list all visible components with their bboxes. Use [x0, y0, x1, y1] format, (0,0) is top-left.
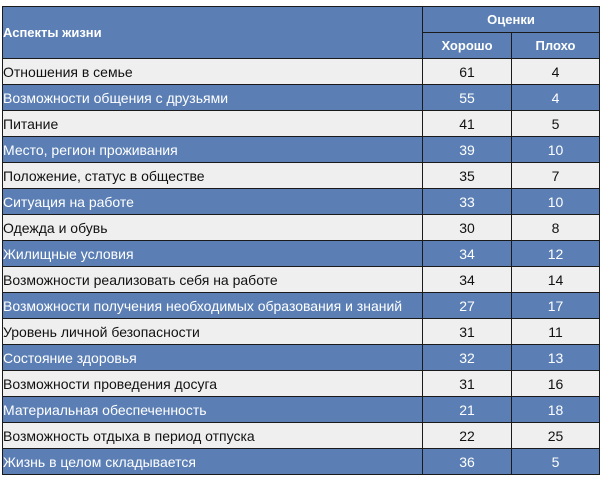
good-value-cell: 32: [423, 345, 512, 371]
aspect-cell: Жизнь в целом складывается: [3, 449, 423, 475]
table-row: [3, 111, 600, 137]
header-row-top: [3, 7, 600, 33]
bad-value-cell: 10: [512, 189, 600, 215]
bad-value-cell: 4: [512, 59, 600, 85]
good-value-cell: 35: [423, 163, 512, 189]
table-body: [3, 59, 600, 475]
table-row: [3, 293, 600, 319]
bad-value-cell: 16: [512, 371, 600, 397]
good-value-cell: 55: [423, 85, 512, 111]
good-column-header: Хорошо: [423, 33, 512, 59]
bad-value-cell: 17: [512, 293, 600, 319]
bad-value-cell: 12: [512, 241, 600, 267]
aspect-cell: Возможности получения необходимых образования и знаний: [3, 293, 423, 319]
bad-value-cell: 14: [512, 267, 600, 293]
table-row: [3, 163, 600, 189]
table-row: [3, 345, 600, 371]
aspect-cell: Отношения в семье: [3, 59, 423, 85]
aspect-cell: Одежда и обувь: [3, 215, 423, 241]
good-value-cell: 31: [423, 319, 512, 345]
bad-value-cell: 25: [512, 423, 600, 449]
aspect-cell: Питание: [3, 111, 423, 137]
good-value-cell: 31: [423, 371, 512, 397]
aspect-cell: Состояние здоровья: [3, 345, 423, 371]
aspect-cell: Материальная обеспеченность: [3, 397, 423, 423]
bad-value-cell: 18: [512, 397, 600, 423]
table-row: [3, 215, 600, 241]
good-value-cell: 27: [423, 293, 512, 319]
aspect-cell: Положение, статус в обществе: [3, 163, 423, 189]
bad-value-cell: 5: [512, 449, 600, 475]
table-row: [3, 85, 600, 111]
bad-value-cell: 4: [512, 85, 600, 111]
bad-column-header: Плохо: [512, 33, 600, 59]
table-row: [3, 397, 600, 423]
table-row: [3, 189, 600, 215]
good-value-cell: 61: [423, 59, 512, 85]
table-header: [3, 7, 600, 59]
aspect-cell: Возможности проведения досуга: [3, 371, 423, 397]
good-value-cell: 36: [423, 449, 512, 475]
bad-value-cell: 7: [512, 163, 600, 189]
bad-value-cell: 11: [512, 319, 600, 345]
aspect-cell: Жилищные условия: [3, 241, 423, 267]
bad-value-cell: 5: [512, 111, 600, 137]
good-value-cell: 22: [423, 423, 512, 449]
bad-value-cell: 10: [512, 137, 600, 163]
ratings-group-header: Оценки: [423, 7, 600, 33]
good-value-cell: 34: [423, 267, 512, 293]
life-aspects-table: [2, 6, 600, 475]
table-row: [3, 449, 600, 475]
aspect-cell: Ситуация на работе: [3, 189, 423, 215]
table-row: [3, 267, 600, 293]
aspect-cell: Уровень личной безопасности: [3, 319, 423, 345]
aspect-cell: Место, регион проживания: [3, 137, 423, 163]
aspect-cell: Возможности реализовать себя на работе: [3, 267, 423, 293]
table-row: [3, 319, 600, 345]
good-value-cell: 33: [423, 189, 512, 215]
aspect-cell: Возможности общения с друзьями: [3, 85, 423, 111]
table-row: [3, 137, 600, 163]
table-row: [3, 423, 600, 449]
good-value-cell: 21: [423, 397, 512, 423]
bad-value-cell: 8: [512, 215, 600, 241]
table-row: [3, 59, 600, 85]
good-value-cell: 39: [423, 137, 512, 163]
table-row: [3, 371, 600, 397]
good-value-cell: 41: [423, 111, 512, 137]
bad-value-cell: 13: [512, 345, 600, 371]
table-row: [3, 241, 600, 267]
good-value-cell: 30: [423, 215, 512, 241]
aspects-column-header: Аспекты жизни: [3, 7, 423, 59]
aspect-cell: Возможность отдыха в период отпуска: [3, 423, 423, 449]
good-value-cell: 34: [423, 241, 512, 267]
